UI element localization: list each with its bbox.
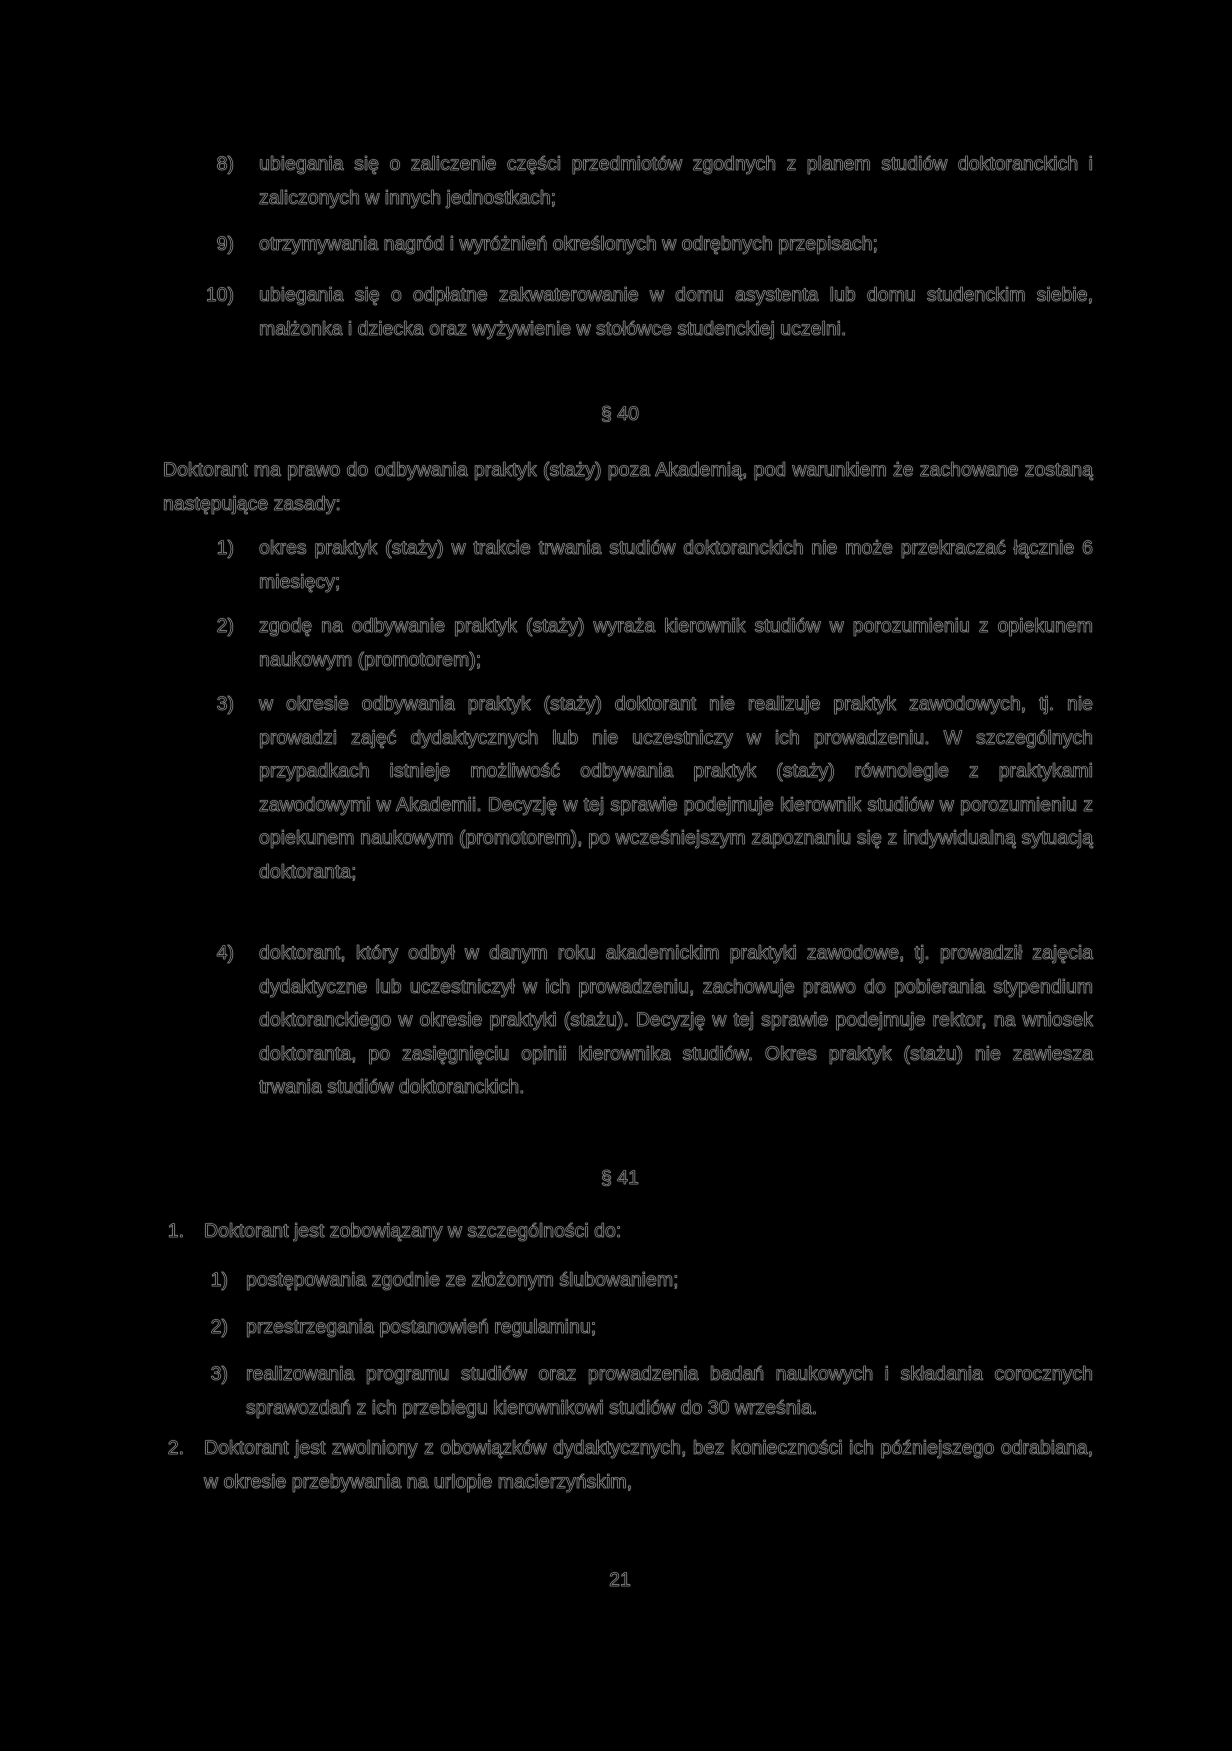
list-item-text: w okresie odbywania praktyk (staży) doktorant nie realizuje praktyk zawodowych, tj. nie prowadzi zajęć dydaktycznych lub nie uczestniczy w ich prowadzeniu. W szczególnych przypadkach istnieje możliwość odbywania praktyk (staży) równolegle z praktykami zawodowymi w Akademii. Decyzję w tej sprawie podejmuje kierownik studiów w porozumieniu z opiekunem naukowym (promotorem), po wcześniejszym zapoznaniu się z indywidualną sytuacją doktoranta; — [259, 693, 1093, 883]
list-item-text: doktorant, który odbył w danym roku akademickim praktyki zawodowe, tj. prowadził zajęcia dydaktyczne lub uczestniczył w ich prowadzeniu, zachowuje prawo do pobierania stypendium doktoranckiego w okresie praktyki (stażu). Decyzję w tej sprawie podejmuje rektor, na wniosek doktoranta, po zasięgnięciu opinii kierownika studiów. Okres praktyk (stażu) nie zawiesza trwania studiów doktoranckich. — [259, 942, 1093, 1098]
list-number: 9) — [216, 233, 234, 255]
list-item-text: przestrzegania postanowień regulaminu; — [246, 1316, 597, 1338]
list-number: 2) — [210, 1316, 228, 1338]
list-number: 1) — [210, 1269, 228, 1291]
list-number: 2) — [216, 615, 234, 637]
list-item-text: ubiegania się o odpłatne zakwaterowanie w domu asystenta lub domu studenckim siebie, małżonka i dziecka oraz wyżywienie w stołówce studenckiej uczelni. — [259, 284, 1093, 340]
list-number: 8) — [216, 153, 234, 175]
list-item-text: zgodę na odbywanie praktyk (staży) wyraża kierownik studiów w porozumieniu z opiekunem naukowym (promotorem); — [259, 615, 1093, 671]
list-number: 3) — [210, 1363, 228, 1385]
list-item-text: ubiegania się o zaliczenie części przedmiotów zgodnych z planem studiów doktoranckich i zaliczonych w innych jednostkach; — [259, 153, 1093, 209]
list-item-text: otrzymywania nagród i wyróżnień określonych w odrębnych przepisach; — [259, 233, 878, 255]
list-number: 3) — [216, 693, 234, 715]
paragraph-text: Doktorant jest zwolniony z obowiązków dydaktycznych, bez konieczności ich późniejszego odrabiana, w okresie przebywania na urlopie macierzyńskim, — [204, 1437, 1093, 1493]
section-heading: § 41 — [601, 1167, 639, 1189]
list-item-text: realizowania programu studiów oraz prowadzenia badań naukowych i składania corocznych sprawozdań z ich przebiegu kierownikowi studiów do 30 września. — [246, 1363, 1093, 1419]
paragraph-number: 1. — [167, 1220, 184, 1242]
paragraph-text: Doktorant jest zobowiązany w szczególności do: — [204, 1220, 622, 1242]
section-heading: § 40 — [601, 403, 639, 425]
list-item-text: okres praktyk (staży) w trakcie trwania studiów doktoranckich nie może przekraczać łącznie 6 miesięcy; — [259, 537, 1093, 593]
list-number: 1) — [216, 537, 234, 559]
page-number: 21 — [609, 1569, 631, 1591]
section-intro: Doktorant ma prawo do odbywania praktyk (staży) poza Akademią, pod warunkiem że zachowane zostaną następujące zasady: — [163, 459, 1093, 515]
list-number: 10) — [205, 284, 234, 306]
paragraph-number: 2. — [167, 1437, 184, 1459]
list-item-text: postępowania zgodnie ze złożonym ślubowaniem; — [246, 1269, 679, 1291]
list-number: 4) — [216, 942, 234, 964]
